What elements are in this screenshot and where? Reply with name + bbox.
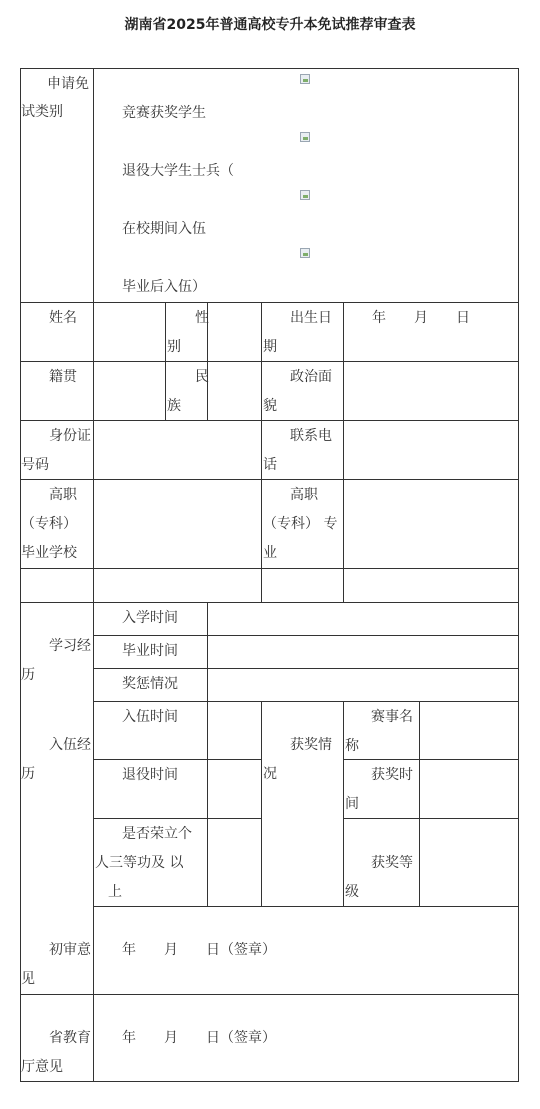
phone-label: 话 [263, 457, 277, 473]
row-divider [93, 635, 519, 636]
table-border-right [518, 68, 519, 1082]
merit-label: 人三等功及 以 [95, 855, 184, 871]
school-label: 高职 [49, 487, 77, 503]
table-border-left [20, 68, 21, 1082]
award-status-label: 况 [263, 766, 277, 782]
col-divider [207, 602, 208, 702]
event-name-label: 赛事名 [371, 709, 413, 725]
category-option-enlisted-after-graduation: 毕业后入伍） [122, 279, 206, 295]
category-option-enlisted-during-school: 在校期间入伍 [122, 221, 206, 237]
row-divider [20, 302, 519, 303]
native-place-label: 籍贯 [49, 369, 77, 385]
provincial-review-label: 厅意见 [21, 1059, 63, 1075]
table-border-bottom [20, 1081, 519, 1082]
col-divider [261, 701, 262, 907]
image-placeholder-icon [300, 190, 310, 200]
ethnicity-label: 民 [195, 369, 209, 385]
gender-label: 性 [195, 310, 209, 326]
study-experience-label: 历 [21, 667, 35, 683]
provincial-review-sign-line: 年 月 日（签章） [122, 1030, 276, 1046]
category-option-competition: 竞赛获奖学生 [122, 105, 206, 121]
ethnicity-label: 族 [167, 398, 181, 414]
category-label: 申请免 [47, 76, 89, 92]
row-divider [93, 759, 261, 760]
award-status-label: 获奖情 [290, 737, 332, 753]
birth-date-placeholder: 年 月 日 [372, 310, 470, 326]
event-name-label: 称 [345, 738, 359, 754]
row-divider [20, 602, 519, 603]
award-time-label: 间 [345, 796, 359, 812]
col-divider [261, 302, 262, 603]
discharge-time-label: 退役时间 [122, 767, 178, 783]
table-border-top [20, 68, 519, 69]
initial-review-label: 初审意 [49, 942, 91, 958]
provincial-review-label: 省教育 [49, 1030, 91, 1046]
label-column-divider [93, 68, 94, 1082]
merit-label: 是否荣立个 [122, 826, 192, 842]
id-number-label: 身份证 [49, 428, 91, 444]
name-label: 姓名 [49, 310, 77, 326]
image-placeholder-icon [300, 74, 310, 84]
col-divider [343, 701, 344, 907]
phone-label: 联系电 [290, 428, 332, 444]
birth-date-label: 出生日 [290, 310, 332, 326]
category-label: 试类别 [21, 104, 63, 120]
enrollment-time-label: 入学时间 [122, 610, 178, 626]
study-experience-label: 学习经 [49, 638, 91, 654]
row-divider [20, 568, 519, 569]
school-label: （专科） [21, 516, 77, 532]
col-divider [165, 302, 166, 421]
graduation-time-label: 毕业时间 [122, 643, 178, 659]
major-label: 高职 [290, 487, 318, 503]
enlistment-time-label: 入伍时间 [122, 709, 178, 725]
military-experience-label: 历 [21, 766, 35, 782]
row-divider [343, 818, 519, 819]
image-placeholder-icon [300, 132, 310, 142]
birth-date-label: 期 [263, 339, 277, 355]
gender-label: 别 [167, 339, 181, 355]
military-experience-label: 入伍经 [49, 737, 91, 753]
political-status-label: 貌 [263, 398, 277, 414]
award-level-label: 获奖等 [371, 855, 413, 871]
rewards-penalties-label: 奖惩情况 [122, 676, 178, 692]
id-number-label: 号码 [21, 457, 49, 473]
col-divider [207, 701, 208, 907]
category-option-veteran: 退役大学生士兵（ [122, 163, 234, 179]
col-divider [419, 701, 420, 907]
row-divider [93, 818, 261, 819]
page-title: 湖南省2025年普通高校专升本免试推荐审查表 [124, 17, 416, 33]
row-divider [343, 759, 519, 760]
row-divider [93, 668, 519, 669]
row-divider [93, 701, 519, 702]
major-label: 业 [263, 545, 277, 561]
school-label: 毕业学校 [21, 545, 77, 561]
award-time-label: 获奖时 [371, 767, 413, 783]
political-status-label: 政治面 [290, 369, 332, 385]
major-label: （专科） 专 [263, 516, 338, 532]
row-divider [20, 994, 519, 995]
row-divider [93, 906, 519, 907]
award-level-label: 级 [345, 884, 359, 900]
merit-label: 上 [108, 884, 122, 900]
image-placeholder-icon [300, 248, 310, 258]
initial-review-label: 见 [21, 971, 35, 987]
col-divider [343, 302, 344, 603]
initial-review-sign-line: 年 月 日（签章） [122, 942, 276, 958]
